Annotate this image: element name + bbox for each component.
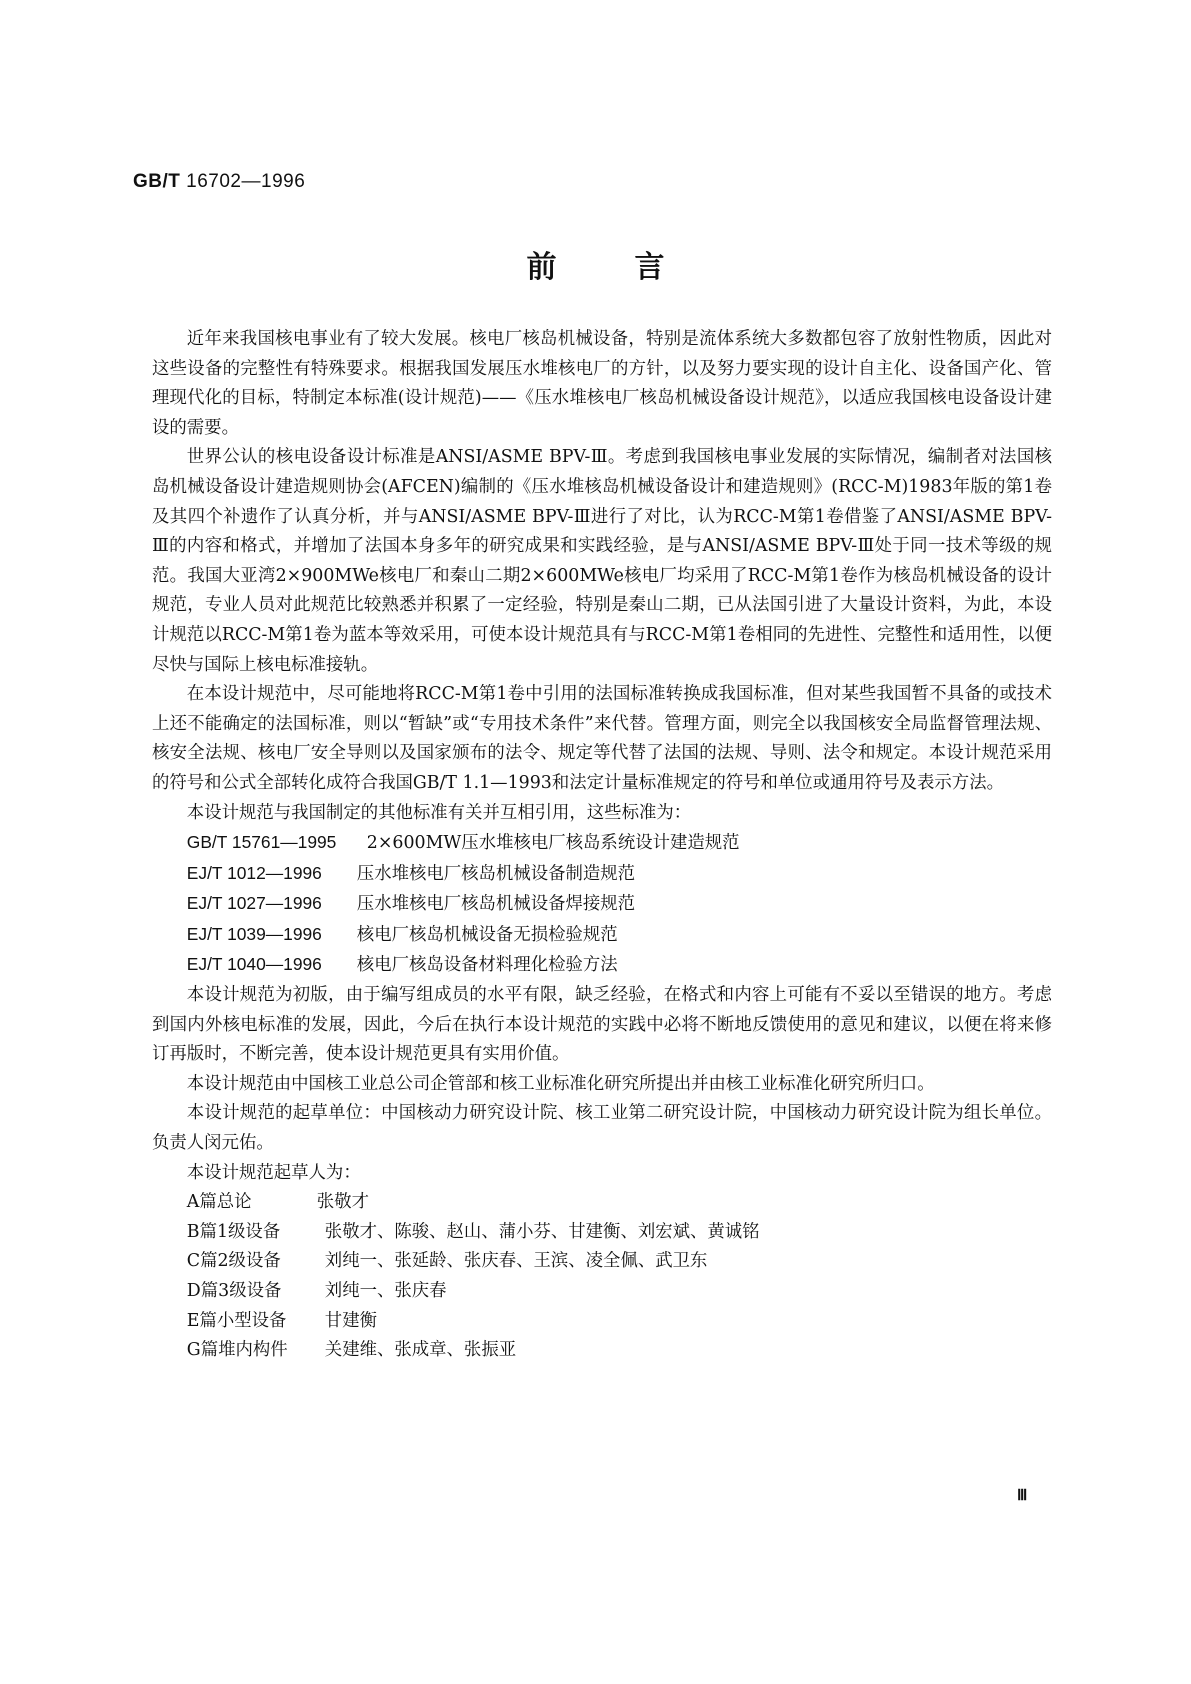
reference-code: EJ/T 1039—1996 [186, 923, 322, 944]
drafter-names: 张敬才 [316, 1192, 369, 1213]
paragraph-drafters-intro: 本设计规范起草人为： [186, 1162, 361, 1183]
reference-code: EJ/T 1012—1996 [186, 862, 322, 883]
drafter-part: E篇小型设备 [186, 1310, 287, 1331]
reference-item [152, 920, 1052, 951]
drafter-part: B篇1级设备 [186, 1221, 281, 1242]
reference-item [152, 950, 1052, 981]
reference-item [152, 859, 1052, 890]
paragraph-related-standards: 本设计规范与我国制定的其他标准有关并互相引用，这些标准为： [186, 802, 692, 823]
drafter-part: C篇2级设备 [186, 1251, 281, 1272]
drafter-item [152, 1277, 1052, 1307]
reference-title: 压水堆核电厂核岛机械设备制造规范 [356, 863, 636, 884]
reference-title: 核电厂核岛设备材料理化检验方法 [356, 955, 618, 976]
drafter-part: A篇总论 [186, 1192, 252, 1213]
drafter-names: 刘纯一、张庆春 [324, 1281, 447, 1301]
reference-title: 核电厂核岛机械设备无损检验规范 [356, 924, 618, 945]
reference-code: EJ/T 1027—1996 [186, 893, 322, 914]
reference-title: 2×600MW压水堆核电厂核岛系统设计建造规范 [366, 833, 740, 854]
paragraph-drafting-units: 本设计规范的起草单位：中国核动力研究设计院、核工业第二研究设计院，中国核动力研究设计院为组长单位。负责人闵元佑。 [152, 1103, 1052, 1154]
reference-code: GB/T 15761—1995 [186, 832, 337, 853]
paragraph-standards-background: 世界公认的核电设备设计标准是ANSI/ASME BPV-Ⅲ。考虑到我国核电事业发展的实际情况，编制者对法国核岛机械设备设计建造规则协会(AFCEN)编制的《压水堆核岛机械设备设计和建造规则》(RCC-M)1983年版的第1卷及其四个补遗作了认真分析，并与ANSI/ASME BPV-Ⅲ进行了对比，认为RCC-M第1卷借鉴了ANSI/ASME BPV-Ⅲ的内容和格式，并增加了法国本身多年的研究成果和实践经验，是与ANSI/ASME BPV-Ⅲ处于同一技术等级的规范。我国大亚湾2×900MWe核电厂和秦山二期2×600MWe核电厂均采用了RCC-M第1卷作为核岛机械设备的设计规范，专业人员对此规范比较熟悉并积累了一定经验，特别是秦山二期，已从法国引进了大量设计资料，为此，本设计规范以RCC-M第1卷为蓝本等效采用，可使本设计规范具有与RCC-M第1卷相同的先进性、完整性和适用性，以便尽快与国际上核电标准接轨。 [152, 447, 1052, 675]
paragraph-proposer: 本设计规范由中国核工业总公司企管部和核工业标准化研究所提出并由核工业标准化研究所归口。 [186, 1073, 935, 1094]
reference-item [152, 889, 1052, 920]
standard-code-number: 16702—1996 [180, 171, 306, 192]
paragraph-conversion: 在本设计规范中，尽可能地将RCC-M第1卷中引用的法国标准转换成我国标准，但对某些我国暂不具备的或技术上还不能确定的法国标准，则以“暂缺”或“专用技术条件”来代替。管理方面，则完全以我国核安全局监督管理法规、核安全法规、核电厂安全导则以及国家颁布的法令、规定等代替了法国的法规、导则、法令和规定。本设计规范采用的符号和公式全部转化成符合我国GB/T 1.1—1993和法定计量标准规定的符号和单位或通用符号及表示方法。 [152, 684, 1052, 793]
foreword-body [152, 325, 1052, 1366]
standard-code [133, 171, 305, 193]
drafter-names: 张敬才、陈骏、赵山、蒲小芬、甘建衡、刘宏斌、黄诚铭 [324, 1221, 760, 1242]
drafter-part: G篇堆内构件 [186, 1340, 288, 1361]
drafter-names: 甘建衡 [324, 1310, 377, 1331]
page-title: 前言 [526, 250, 743, 285]
reference-title: 压水堆核电厂核岛机械设备焊接规范 [356, 894, 636, 915]
drafter-item [152, 1336, 1052, 1366]
reference-item [152, 828, 1052, 859]
drafter-names: 刘纯一、张延龄、张庆春、王滨、凌全佩、武卫东 [324, 1251, 708, 1272]
paragraph-intro: 近年来我国核电事业有了较大发展。核电厂核岛机械设备，特别是流体系统大多数都包容了放射性物质，因此对这些设备的完整性有特殊要求。根据我国发展压水堆核电厂的方针，以及努力要实现的设计自主化、设备国产化、管理现代化的目标，特制定本标准(设计规范)——《压水堆核电厂核岛机械设备设计规范》，以适应我国核电设备设计建设的需要。 [152, 329, 1052, 438]
drafter-item [152, 1188, 1052, 1218]
standard-code-prefix: GB/T [133, 171, 181, 192]
paragraph-first-edition: 本设计规范为初版，由于编写组成员的水平有限，缺乏经验，在格式和内容上可能有不妥以至错误的地方。考虑到国内外核电标准的发展，因此，今后在执行本设计规范的实践中必将不断地反馈使用的意见和建议，以便在将来修订再版时，不断完善，使本设计规范更具有实用价值。 [152, 985, 1052, 1065]
drafter-item [152, 1307, 1052, 1337]
drafter-item [152, 1218, 1052, 1248]
drafter-part: D篇3级设备 [186, 1281, 282, 1301]
reference-code: EJ/T 1040—1996 [186, 954, 322, 975]
drafter-names: 关建维、张成章、张振亚 [324, 1340, 517, 1361]
page-number: Ⅲ [1017, 1488, 1028, 1504]
drafter-item [152, 1247, 1052, 1277]
